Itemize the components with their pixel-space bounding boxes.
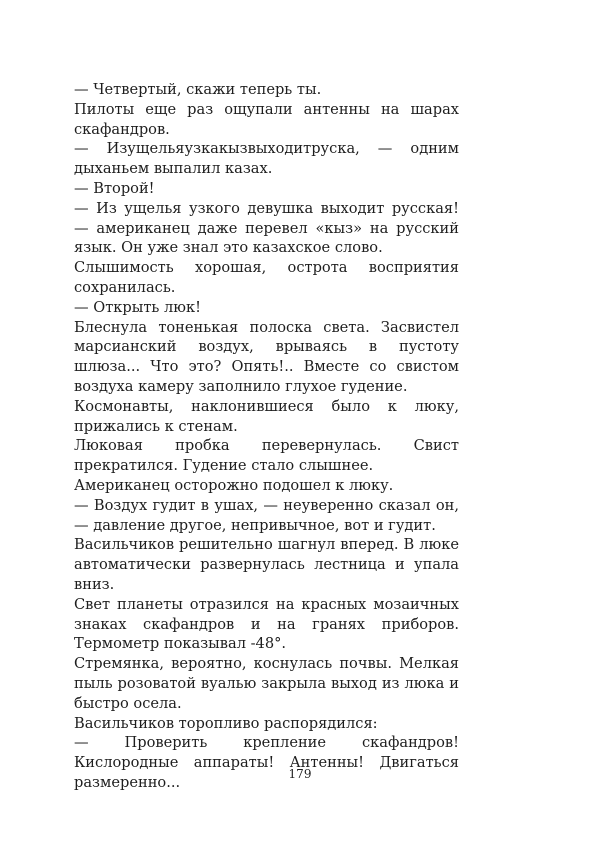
page-number: 179 — [288, 767, 312, 781]
paragraph-15: Стремянка, вероятно, коснулась почвы. Мелкая пыль розоватой вуалью закрыла выход из люка и быстро осела. — [74, 655, 459, 712]
paragraph-2: Пилоты еще раз ощупали антенны на шарах скафандров. — [74, 100, 459, 138]
paragraph-7: — Открыть люк! — [74, 298, 201, 316]
paragraph-13: Васильчиков решительно шагнул вперед. В люке автоматически развернулась лестница и упала вниз. — [74, 536, 459, 593]
paragraph-17: — Проверить крепление скафандров! Кислородные аппараты! Антенны! Двигаться размеренно... — [74, 734, 459, 791]
paragraph-11: Американец осторожно подошел к люку. — [74, 476, 394, 494]
body-text — [74, 80, 459, 793]
paragraph-5: — Из ущелья узкого девушка выходит русская! — американец даже перевел «кыз» на русский язык. Он уже знал это казахское слово. — [74, 199, 459, 257]
paragraph-12: — Воздух гудит в ушах, — неуверенно сказал он, — давление другое, непривычное, вот и гудит. — [74, 496, 459, 534]
paragraph-8: Блеснула тоненькая полоска света. Засвистел марсианский воздух, врываясь в пустоту шлюза... Что это? Опять!.. Вместе со свистом воздуха камеру заполнило глухое гудение. — [74, 318, 459, 395]
paragraph-14: Свет планеты отразился на красных мозаичных знаках скафандров и на гранях приборов. Термометр показывал -48°. — [74, 595, 459, 653]
paragraph-4: — Второй! — [74, 179, 155, 197]
paragraph-6: Слышимость хорошая, острота восприятия сохранилась. — [74, 259, 459, 296]
paragraph-16: Васильчиков торопливо распорядился: — [74, 714, 378, 732]
paragraph-10: Люковая пробка перевернулась. Свист прекратился. Гудение стало слышнее. — [74, 437, 459, 475]
paragraph-1: — Четвертый, скажи теперь ты. — [74, 81, 322, 98]
paragraph-3: — Изущельяузкакызвыходитруска, — одним дыханьем выпалил казах. — [74, 140, 459, 178]
paragraph-9: Космонавты, наклонившиеся было к люку, прижались к стенам. — [74, 397, 459, 435]
